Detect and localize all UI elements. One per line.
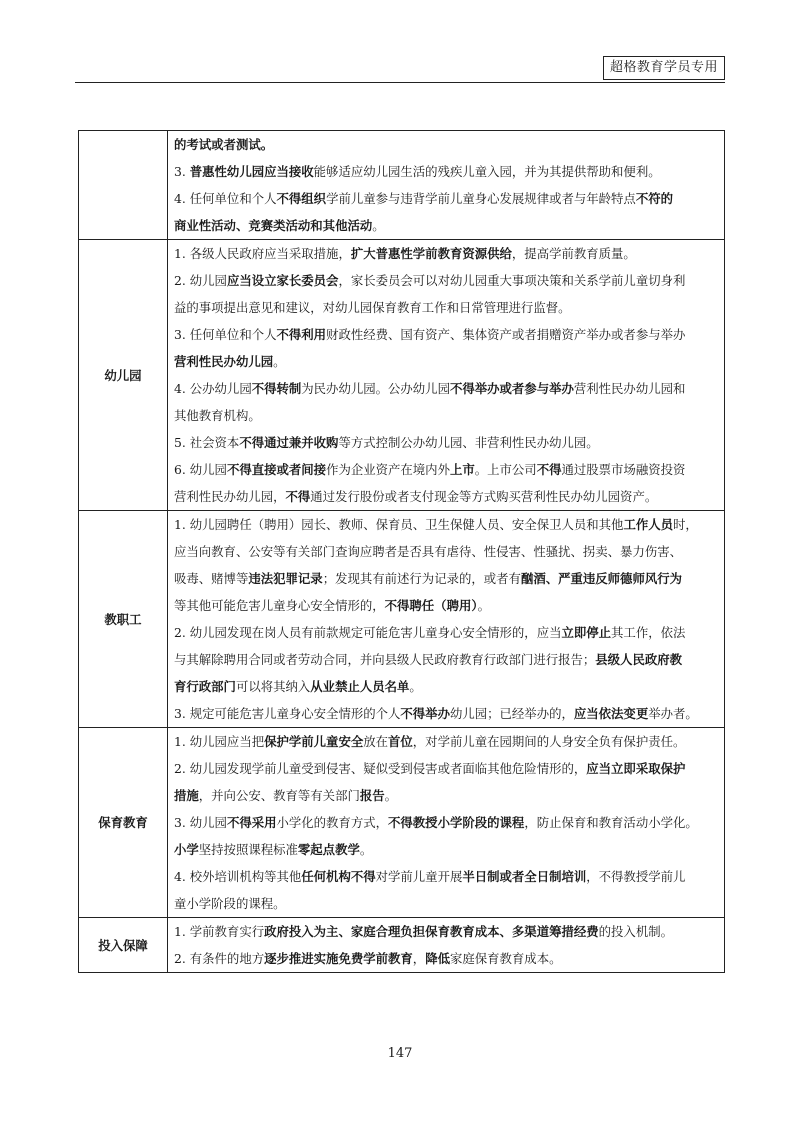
- bold-text: 首位: [388, 734, 413, 749]
- text-segment: 与其解除聘用合同或者劳动合同，并向县级人民政府教育行政部门进行报告；: [174, 652, 596, 667]
- bold-text: 不得直接或者间接: [226, 462, 327, 477]
- text-segment: 4. 任何单位和个人: [174, 191, 277, 206]
- content-line: [174, 646, 718, 673]
- content-line: [174, 619, 718, 646]
- text-segment: 等方式控制公办幼儿园、非营利性民办幼儿园。: [338, 435, 599, 450]
- bold-text: 逐步推进实施免费学前教育: [264, 951, 413, 966]
- text-segment: 。: [372, 218, 385, 233]
- text-segment: 吸毒、赌博等: [174, 571, 249, 586]
- content-line: [174, 456, 718, 483]
- table-row: [79, 918, 725, 973]
- bold-text: 不得转制: [251, 381, 302, 396]
- bold-text: 报告: [359, 788, 385, 803]
- text-segment: 坚持按照课程标准: [198, 842, 298, 857]
- bold-text: 降低: [425, 951, 450, 966]
- bold-text: 的考试或者测试。: [174, 137, 274, 152]
- text-segment: 2. 幼儿园发现学前儿童受到侵害、疑似受到侵害或者面临其他危险情形的，: [174, 761, 587, 776]
- bold-text: 不得: [536, 462, 562, 477]
- text-segment: 小学化的教育方式，: [276, 815, 389, 830]
- text-segment: 学前儿童参与违背学前儿童身心发展规律或者与年龄特点: [326, 191, 636, 206]
- text-segment: 童小学阶段的课程。: [174, 896, 286, 911]
- bold-text: 不得组织: [276, 191, 327, 206]
- row-content: [168, 131, 725, 240]
- row-category: 教职工: [79, 511, 168, 728]
- text-segment: ，防止保育和教育活动小学化。: [524, 815, 698, 830]
- content-line: [174, 402, 718, 429]
- bold-text: 工作人员: [623, 517, 673, 532]
- text-segment: 的投入机制。: [598, 924, 673, 939]
- text-segment: 3. 任何单位和个人: [174, 327, 277, 342]
- text-segment: 。: [359, 842, 373, 857]
- text-segment: ，不得教授学前儿: [586, 869, 686, 884]
- law-summary-table: [78, 130, 725, 973]
- text-segment: 2. 有条件的地方: [174, 951, 265, 966]
- bold-text: 不得举办或者参与举办: [449, 381, 574, 396]
- bold-text: 扩大普惠性学前教育资源供给: [350, 246, 512, 261]
- bold-text: 不符的: [635, 191, 673, 206]
- content-line: [174, 240, 718, 267]
- row-content: [168, 240, 725, 511]
- text-segment: 。: [384, 788, 398, 803]
- text-segment: 。: [273, 354, 286, 369]
- content-line: [174, 592, 718, 619]
- text-segment: 营利性民办幼儿园和: [573, 381, 686, 396]
- bold-text: 保护学前儿童安全: [264, 734, 364, 749]
- content-line: [174, 809, 718, 836]
- bold-text: 措施: [174, 788, 199, 803]
- text-segment: 财政性经费、国有资产、集体资产或者捐赠资产举办或者参与举办: [326, 327, 686, 342]
- bold-text: 政府投入为主、家庭合理负担保育教育成本、多渠道筹措经费: [264, 924, 599, 939]
- row-content: [168, 918, 725, 973]
- text-segment: ；发现其有前述行为记录的，或者有: [322, 571, 521, 586]
- row-category: [79, 131, 168, 240]
- bold-text: 半日制或者全日制培训: [462, 869, 587, 884]
- text-segment: 2. 幼儿园: [174, 273, 227, 288]
- bold-text: 立即停止: [561, 625, 612, 640]
- row-category: 投入保障: [79, 918, 168, 973]
- content-line: [174, 267, 718, 294]
- bold-text: 上市: [449, 462, 475, 477]
- bold-text: 不得通过兼并收购: [239, 435, 339, 450]
- bold-text: 不得: [285, 489, 311, 504]
- content-line: [174, 728, 718, 755]
- table-row: [79, 240, 725, 511]
- content-line: [174, 348, 718, 375]
- table-row: [79, 131, 725, 240]
- row-content: [168, 728, 725, 918]
- text-segment: 3. 幼儿园: [174, 815, 227, 830]
- text-segment: 1. 幼儿园聘任（聘用）园长、教师、保育员、卫生保健人员、安全保卫人员和其他: [174, 517, 624, 532]
- content-line: [174, 511, 718, 538]
- text-segment: 5. 社会资本: [174, 435, 240, 450]
- bold-text: 零起点教学: [297, 842, 360, 857]
- text-segment: ，提高学前教育质量。: [511, 246, 636, 261]
- content-line: [174, 863, 718, 890]
- bold-text: 应当立即采取保护: [586, 761, 686, 776]
- text-segment: 1. 各级人民政府应当采取措施，: [174, 246, 351, 261]
- bold-text: 不得聘任（聘用）: [384, 598, 478, 613]
- text-segment: 通过发行股份或者支付现金等方式购买营利性民办幼儿园资产。: [310, 489, 658, 504]
- bold-text: 应当设立家长委员会: [226, 273, 339, 288]
- text-segment: 可以将其纳入: [235, 679, 311, 694]
- content-line: [174, 429, 718, 456]
- header-tag: 超格教育学员专用: [603, 56, 725, 80]
- content-line: [174, 158, 718, 185]
- row-category: 幼儿园: [79, 240, 168, 511]
- text-segment: ，: [412, 951, 426, 966]
- text-segment: 能够适应幼儿园生活的残疾儿童入园，并为其提供帮助和便利。: [313, 164, 661, 179]
- text-segment: 时，: [673, 517, 698, 532]
- text-segment: 1. 幼儿园应当把: [174, 734, 265, 749]
- text-segment: 为民办幼儿园。公办幼儿园: [301, 381, 450, 396]
- text-segment: 益的事项提出意见和建议，对幼儿园保育教育工作和日常管理进行监督。: [174, 300, 571, 315]
- content-line: [174, 185, 718, 212]
- bold-text: 育行政部门: [174, 679, 236, 694]
- text-segment: 作为企业资产在境内外: [326, 462, 450, 477]
- text-segment: 1. 学前教育实行: [174, 924, 265, 939]
- text-segment: ，并向公安、教育等有关部门: [198, 788, 360, 803]
- text-segment: ，家长委员会可以对幼儿园重大事项决策和关系学前儿童切身利: [338, 273, 686, 288]
- text-segment: 。上市公司: [474, 462, 537, 477]
- bold-text: 营利性民办幼儿园: [174, 354, 274, 369]
- bold-text: 商业性活动、竞赛类活动和其他活动: [174, 218, 373, 233]
- bold-text: 违法犯罪记录: [248, 571, 323, 586]
- text-segment: 举办者。: [648, 706, 698, 721]
- text-segment: 6. 幼儿园: [174, 462, 227, 477]
- content-line: [174, 890, 718, 917]
- text-segment: 对学前儿童开展: [375, 869, 463, 884]
- bold-text: 普惠性幼儿园应当接收: [189, 164, 314, 179]
- row-category: 保育教育: [79, 728, 168, 918]
- bold-text: 从业禁止人员名单: [310, 679, 410, 694]
- text-segment: 家庭保育教育成本。: [449, 951, 562, 966]
- content-line: [174, 945, 718, 972]
- bold-text: 不得教授小学阶段的课程: [388, 815, 525, 830]
- text-segment: 其他教育机构。: [174, 408, 261, 423]
- text-segment: 4. 校外培训机构等其他: [174, 869, 302, 884]
- table-row: [79, 728, 725, 918]
- content-line: [174, 565, 718, 592]
- content-line: [174, 294, 718, 321]
- text-segment: 3. 规定可能危害儿童身心安全情形的个人: [174, 706, 401, 721]
- content-line: [174, 700, 718, 727]
- text-segment: 应当向教育、公安等有关部门查询应聘者是否具有虐待、性侵害、性骚扰、拐卖、暴力伤害、: [174, 544, 683, 559]
- bold-text: 不得利用: [276, 327, 327, 342]
- text-segment: 2. 幼儿园发现在岗人员有前款规定可能危害儿童身心安全情形的，应当: [174, 625, 562, 640]
- content-line: [174, 782, 718, 809]
- content-line: [174, 483, 718, 510]
- text-segment: 营利性民办幼儿园，: [174, 489, 286, 504]
- text-segment: 等其他可能危害儿童身心安全情形的，: [174, 598, 385, 613]
- text-segment: 其工作，依法: [611, 625, 686, 640]
- text-segment: 放在: [363, 734, 389, 749]
- text-segment: 3.: [174, 164, 190, 179]
- content-line: [174, 673, 718, 700]
- text-segment: 幼儿园；已经举办的，: [449, 706, 574, 721]
- bold-text: 县级人民政府教: [595, 652, 683, 667]
- content-line: [174, 918, 718, 945]
- text-segment: ，对学前儿童在园期间的人身安全负有保护责任。: [412, 734, 686, 749]
- text-segment: 通过股票市场融资投资: [561, 462, 686, 477]
- bold-text: 应当依法变更: [573, 706, 649, 721]
- bold-text: 不得举办: [400, 706, 450, 721]
- bold-text: 酗酒、严重违反师德师风行为: [520, 571, 683, 586]
- content-line: [174, 836, 718, 863]
- bold-text: 不得采用: [226, 815, 277, 830]
- header-rule: [75, 82, 725, 83]
- text-segment: 4. 公办幼儿园: [174, 381, 252, 396]
- text-segment: 。: [477, 598, 490, 613]
- text-segment: 。: [409, 679, 422, 694]
- content-line: [174, 375, 718, 402]
- content-line: [174, 212, 718, 239]
- content-line: [174, 131, 718, 158]
- table-row: [79, 511, 725, 728]
- content-line: [174, 538, 718, 565]
- content-line: [174, 755, 718, 782]
- content-line: [174, 321, 718, 348]
- page-number: 147: [387, 1046, 413, 1061]
- row-content: [168, 511, 725, 728]
- bold-text: 小学: [174, 842, 199, 857]
- bold-text: 任何机构不得: [301, 869, 376, 884]
